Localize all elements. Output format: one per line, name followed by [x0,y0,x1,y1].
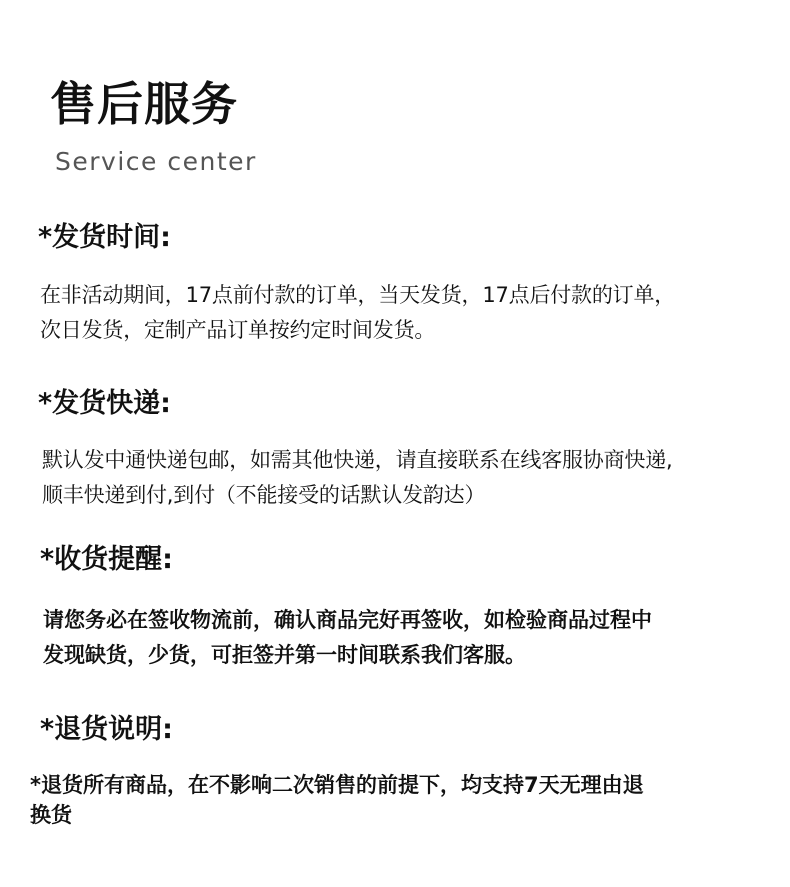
paragraph-line: 次日发货，定制产品订单按约定时间发货。 [40,318,436,342]
paragraph-line: 请您务必在签收物流前，确认商品完好再签收，如检验商品过程中 [43,608,652,632]
paragraph-line: 换货 [30,803,72,827]
paragraph-line: 发现缺货，少货，可拒签并第一时间联系我们客服。 [43,643,526,667]
section-body-returns [30,770,644,830]
section-heading-returns: *退货说明: [40,714,173,745]
section-heading-courier: *发货快递: [38,388,171,419]
paragraph-line: 在非活动期间，17点前付款的订单，当天发货，17点后付款的订单， [40,283,676,307]
section-heading-shipping-time: *发货时间: [38,222,171,253]
paragraph-line: *退货所有商品，在不影响二次销售的前提下，均支持7天无理由退 [30,773,644,797]
page-subtitle: Service center [55,147,257,176]
section-body-courier [42,443,672,513]
paragraph-line: 顺丰快递到付,到付（不能接受的话默认发韵达） [42,483,486,507]
paragraph-line: 默认发中通快递包邮，如需其他快递，请直接联系在线客服协商快递, [42,448,673,472]
page-title: 售后服务 [50,77,238,131]
section-body-shipping-time [40,278,675,348]
section-body-receipt-reminder [43,603,652,673]
section-heading-receipt-reminder: *收货提醒: [40,544,173,575]
